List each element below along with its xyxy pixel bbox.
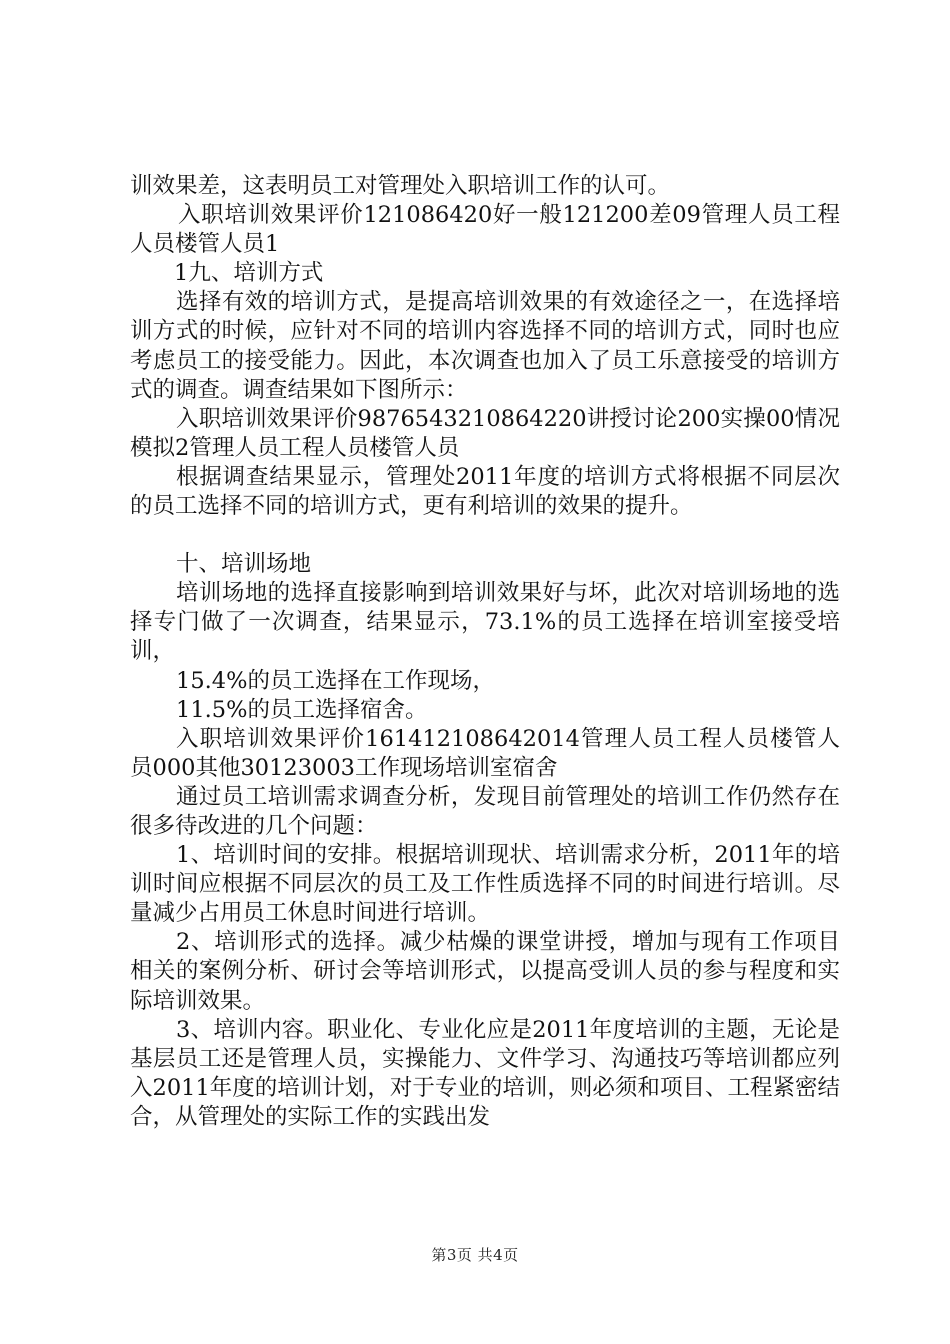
body-paragraph: 入职培训效果评价121086420好一般121200差09管理人员工程人员楼管人员1 (130, 202, 840, 258)
body-paragraph: 15.4%的员工选择在工作现场， (176, 667, 495, 694)
body-paragraph: 选择有效的培训方式，是提高培训效果的有效途径之一，在选择培训方式的时候，应针对不同的培训内容选择不同的培训方式，同时也应考虑员工的接受能力。因此，本次调查也加入了员工乐意接受的培训方式的调查。调查结果如下图所示： (130, 289, 840, 403)
page-footer: 第3页 共4页 (431, 1246, 519, 1264)
body-paragraph: 培训场地的选择直接影响到培训效果好与坏，此次对培训场地的选择专门做了一次调查，结果显示，73.1%的员工选择在培训室接受培训， (130, 580, 840, 665)
body-paragraph: 根据调查结果显示，管理处2011年度的培训方式将根据不同层次的员工选择不同的培训方式，更有利培训的效果的提升。 (130, 463, 840, 520)
body-paragraph: 训效果差，这表明员工对管理处入职培训工作的认可。 (130, 173, 671, 199)
body-paragraph: 3、培训内容。职业化、专业化应是2011年度培训的主题，无论是基层员工还是管理人员，实操能力、文件学习、沟通技巧等培训都应列入2011年度的培训计划，对于专业的培训，则必须和项目、工程紧密结合，从管理处的实际工作的实践出发 (130, 1016, 840, 1130)
body-paragraph: 2、培训形式的选择。减少枯燥的课堂讲授，增加与现有工作项目相关的案例分析、研讨会等培训形式，以提高受训人员的参与程度和实际培训效果。 (130, 929, 840, 1014)
body-paragraph: 11.5%的员工选择宿舍。 (176, 696, 428, 723)
body-paragraph: 1九、培训方式 (174, 260, 324, 287)
body-paragraph: 1、培训时间的安排。根据培训现状、培训需求分析，2011年的培训时间应根据不同层次的员工及工作性质选择不同的时间进行培训。尽量减少占用员工休息时间进行培训。 (130, 842, 840, 927)
body-paragraph: 十、培训场地 (176, 551, 312, 578)
body-paragraph: 入职培训效果评价161412108642014管理人员工程人员楼管人员000其他30123003工作现场培训室宿舍 (130, 725, 840, 781)
blank-line (130, 521, 840, 550)
body-paragraph: 通过员工培训需求调查分析，发现目前管理处的培训工作仍然存在很多待改进的几个问题： (130, 783, 840, 839)
document-body (130, 172, 840, 1132)
body-paragraph: 入职培训效果评价9876543210864220讲授讨论200实操00情况模拟2管理人员工程人员楼管人员 (130, 405, 840, 461)
